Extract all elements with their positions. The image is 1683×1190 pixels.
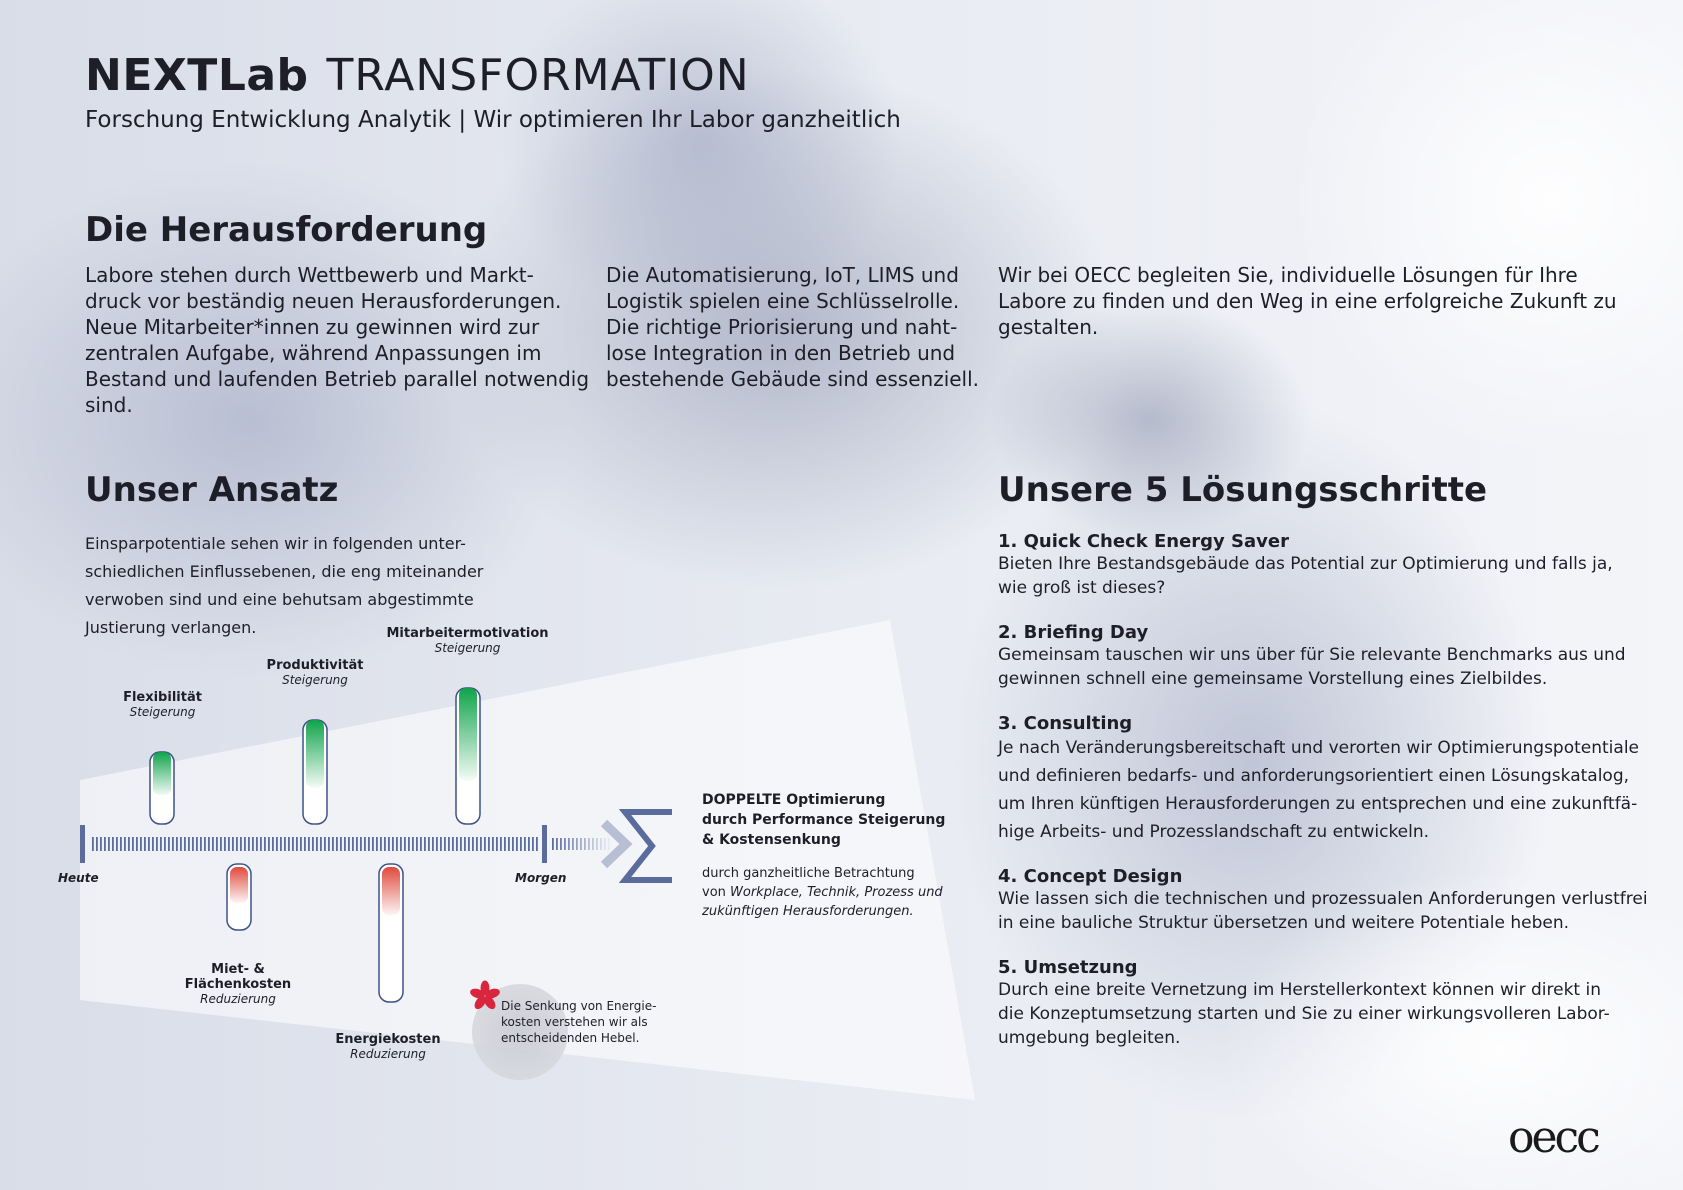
flexibility-label	[100, 690, 225, 719]
text-line: Labore stehen durch Wettbewerb und Markt-	[85, 263, 534, 287]
summary-text-prefix: von	[702, 885, 731, 900]
timeline-tick	[516, 837, 518, 851]
text-line: schiedlichen Einflussebenen, die eng miteinander	[85, 562, 484, 581]
timeline-tick	[560, 838, 562, 850]
approach-heading: Unser Ansatz	[85, 470, 339, 510]
timeline-end-label: Morgen	[515, 871, 567, 885]
timeline-tick	[200, 837, 202, 851]
summary-text: durch ganzheitliche Betrachtung	[702, 866, 915, 881]
timeline-tick	[488, 837, 490, 851]
sigma-icon	[625, 812, 672, 880]
timeline-tick	[604, 838, 606, 850]
timeline-tick	[512, 837, 514, 851]
step-text: Wie lassen sich die technischen und prozessualen Anforderungen verlustfrei	[998, 889, 1648, 909]
step-text: Je nach Veränderungsbereitschaft und verorten wir Optimierungspotentiale	[998, 738, 1640, 758]
timeline-tick	[344, 837, 346, 851]
summary-line: DOPPELTE Optimierung	[702, 792, 886, 808]
timeline-tick	[504, 837, 506, 851]
footnote-line: Die Senkung von Energie-	[501, 999, 657, 1013]
timeline-tick	[152, 837, 154, 851]
timeline-tick	[572, 838, 574, 850]
timeline-tick	[392, 837, 394, 851]
text-line: Bestand und laufenden Betrieb parallel notwendig	[85, 367, 590, 391]
bar-label: Produktivität	[266, 658, 364, 673]
timeline-tick	[528, 837, 530, 851]
timeline-tick	[384, 837, 386, 851]
timeline-tick	[304, 837, 306, 851]
timeline-tick	[592, 838, 594, 850]
text-line: druck vor beständig neuen Herausforderungen.	[85, 289, 562, 313]
text-line: lose Integration in den Betrieb und	[606, 341, 956, 365]
timeline-tick	[372, 837, 374, 851]
step-text: Durch eine breite Vernetzung im Herstellerkontext können wir direkt in	[998, 980, 1601, 1000]
timeline-tick	[120, 837, 122, 851]
timeline-tick	[404, 837, 406, 851]
timeline-tick	[532, 837, 534, 851]
bar-sublabel: Steigerung	[434, 641, 501, 655]
bar-sublabel: Steigerung	[129, 705, 196, 719]
timeline-tick	[352, 837, 354, 851]
energy-label	[318, 1032, 458, 1061]
timeline-tick	[444, 837, 446, 851]
text-line: Die Automatisierung, IoT, LIMS und	[606, 263, 959, 287]
timeline-tick	[536, 837, 538, 851]
timeline-tick	[216, 837, 218, 851]
text-line: gestalten.	[998, 315, 1099, 339]
timeline-tick	[300, 837, 302, 851]
challenge-heading: Die Herausforderung	[85, 210, 488, 250]
solution-step	[998, 531, 1658, 600]
timeline-tick	[156, 837, 158, 851]
timeline-tick	[600, 838, 602, 850]
timeline-tick	[356, 837, 358, 851]
productivity-label	[250, 658, 380, 687]
timeline-tick	[320, 837, 322, 851]
timeline-tick	[288, 837, 290, 851]
timeline-tick	[556, 838, 558, 850]
solution-step	[998, 957, 1658, 1050]
timeline-tick	[124, 837, 126, 851]
timeline-tick	[264, 837, 266, 851]
timeline-tick	[552, 838, 554, 850]
motivation-label	[375, 626, 560, 655]
step-text: umgebung begleiten.	[998, 1028, 1181, 1048]
bar-fill	[306, 720, 324, 788]
step-text: um Ihren künftigen Herausforderungen zu entsprechen und eine zukunftfä-	[998, 794, 1638, 814]
step-text: Gemeinsam tauschen wir uns über für Sie relevante Benchmarks aus und	[998, 645, 1626, 665]
timeline-tick	[148, 837, 150, 851]
timeline-tick	[108, 837, 110, 851]
timeline-tick	[520, 837, 522, 851]
timeline-tick	[248, 837, 250, 851]
timeline-tick	[480, 837, 482, 851]
timeline-tick	[100, 837, 102, 851]
step-title: 3. Consulting	[998, 713, 1133, 734]
timeline-tick	[316, 837, 318, 851]
timeline-tick	[272, 837, 274, 851]
footnote-line: kosten verstehen wir als	[501, 1015, 648, 1029]
timeline-tick	[508, 837, 510, 851]
brand-title: NEXTLab	[85, 50, 309, 101]
timeline-tick	[204, 837, 206, 851]
timeline-tick	[140, 837, 142, 851]
rent-label	[168, 962, 308, 1006]
timeline-tick	[192, 837, 194, 851]
timeline-tick	[484, 837, 486, 851]
diagram-bars	[150, 688, 480, 1002]
timeline-tick	[348, 837, 350, 851]
timeline-tick	[208, 837, 210, 851]
timeline-tick	[588, 838, 590, 850]
bar-label: Miet- &	[211, 962, 265, 977]
bar-label: Flexibilität	[123, 690, 202, 705]
timeline-tick	[136, 837, 138, 851]
timeline-tick	[408, 837, 410, 851]
timeline-tick	[448, 837, 450, 851]
timeline-tick	[184, 837, 186, 851]
page-title: TRANSFORMATION	[326, 50, 750, 101]
text-line: Logistik spielen eine Schlüsselrolle.	[606, 289, 960, 313]
timeline-tick	[284, 837, 286, 851]
step-text: und definieren bedarfs- und anforderungsorientiert einen Lösungskatalog,	[998, 766, 1630, 786]
text-line: Labore zu finden und den Weg in eine erfolgreiche Zukunft zu	[998, 289, 1617, 313]
timeline-tick	[328, 837, 330, 851]
text-line: Neue Mitarbeiter*innen zu gewinnen wird zur	[85, 315, 540, 339]
timeline-tick	[332, 837, 334, 851]
timeline-tick	[196, 837, 198, 851]
timeline-start-label: Heute	[58, 871, 99, 885]
timeline-tick	[400, 837, 402, 851]
timeline-tick	[164, 837, 166, 851]
timeline-tick	[112, 837, 114, 851]
timeline-tick	[176, 837, 178, 851]
timeline-tick	[172, 837, 174, 851]
summary-text	[702, 883, 962, 902]
bar-sublabel: Steigerung	[282, 673, 348, 687]
timeline-tick	[340, 837, 342, 851]
timeline-tick	[276, 837, 278, 851]
timeline-tick	[324, 837, 326, 851]
step-title: 5. Umsetzung	[998, 957, 1138, 978]
bar-fill	[230, 867, 248, 903]
step-text: hige Arbeits- und Prozesslandschaft zu entwickeln.	[998, 822, 1430, 842]
timeline-tick	[524, 837, 526, 851]
timeline-tick	[96, 837, 98, 851]
timeline-tick	[500, 837, 502, 851]
timeline-tick	[564, 838, 566, 850]
text-line: sind.	[85, 393, 133, 417]
step-title: 1. Quick Check Energy Saver	[998, 531, 1289, 552]
timeline-tick	[236, 837, 238, 851]
step-text: die Konzeptumsetzung starten und Sie zu einer wirkungsvolleren Labor-	[998, 1004, 1610, 1024]
timeline-tick	[428, 837, 430, 851]
timeline-tick	[396, 837, 398, 851]
solutions-list	[998, 531, 1658, 1050]
energy-footnote	[501, 998, 691, 1046]
solutions-heading: Unsere 5 Lösungsschritte	[998, 470, 1488, 510]
timeline-tick	[228, 837, 230, 851]
optimization-summary	[702, 790, 962, 921]
summary-line: & Kostensenkung	[702, 832, 841, 848]
bar-fill	[459, 688, 477, 780]
timeline-tick	[260, 837, 262, 851]
timeline-tick	[256, 837, 258, 851]
timeline-tick	[376, 837, 378, 851]
timeline-tick	[92, 837, 94, 851]
timeline-tick	[468, 837, 470, 851]
timeline-tick	[360, 837, 362, 851]
text-line: verwoben sind und eine behutsam abgestimmte	[85, 590, 474, 609]
timeline-tick	[160, 837, 162, 851]
timeline-tick	[144, 837, 146, 851]
timeline-tick	[252, 837, 254, 851]
timeline-tick	[568, 838, 570, 850]
timeline-tick	[268, 837, 270, 851]
timeline-tick	[240, 837, 242, 851]
timeline-tick	[388, 837, 390, 851]
step-text: in eine bauliche Struktur übersetzen und weitere Potentiale heben.	[998, 913, 1570, 933]
oecc-logo: oecc	[1508, 1112, 1598, 1163]
bar-fill	[153, 752, 171, 795]
timeline-tick	[296, 837, 298, 851]
timeline-tick	[188, 837, 190, 851]
timeline-tick	[380, 837, 382, 851]
timeline-fade	[552, 838, 610, 850]
step-title: 2. Briefing Day	[998, 622, 1149, 643]
bar-label: Mitarbeitermotivation	[386, 626, 549, 641]
footnote-line: entscheidenden Hebel.	[501, 1031, 640, 1045]
timeline-tick	[224, 837, 226, 851]
timeline-tick	[608, 838, 610, 850]
solution-step	[998, 622, 1658, 691]
timeline-tick	[116, 837, 118, 851]
timeline-tick	[128, 837, 130, 851]
timeline-tick	[416, 837, 418, 851]
step-title: 4. Concept Design	[998, 866, 1183, 887]
timeline-tick	[456, 837, 458, 851]
text-line: Wir bei OECC begleiten Sie, individuelle Lösungen für Ihre	[998, 263, 1578, 287]
bar-sublabel: Reduzierung	[200, 992, 276, 1006]
timeline-tick	[576, 838, 578, 850]
solution-step	[998, 866, 1658, 935]
timeline-tick	[492, 837, 494, 851]
timeline-tick	[132, 837, 134, 851]
timeline-tick	[424, 837, 426, 851]
bar-label: Flächenkosten	[184, 977, 292, 992]
timeline-end-marker	[542, 825, 547, 863]
timeline-tick	[220, 837, 222, 851]
timeline-tick	[412, 837, 414, 851]
summary-text: zukünftigen Herausforderungen.	[702, 904, 914, 919]
timeline-tick	[280, 837, 282, 851]
timeline-ticks	[92, 837, 538, 851]
timeline-tick	[596, 838, 598, 850]
timeline-tick	[584, 838, 586, 850]
text-line: Justierung verlangen.	[85, 618, 257, 637]
timeline-tick	[368, 837, 370, 851]
timeline-tick	[232, 837, 234, 851]
arrow-icon	[604, 823, 626, 865]
bar-sublabel: Reduzierung	[350, 1047, 426, 1061]
timeline-tick	[472, 837, 474, 851]
text-line: Einsparpotentiale sehen wir in folgenden unter-	[85, 534, 466, 553]
text-line: Die richtige Priorisierung und naht-	[606, 315, 958, 339]
timeline-tick	[104, 837, 106, 851]
timeline-tick	[464, 837, 466, 851]
solution-step	[998, 713, 1658, 846]
timeline-tick	[292, 837, 294, 851]
step-text: Bieten Ihre Bestandsgebäude das Potential zur Optimierung und falls ja,	[998, 554, 1613, 574]
timeline-tick	[364, 837, 366, 851]
timeline-tick	[440, 837, 442, 851]
timeline-tick	[244, 837, 246, 851]
bar-fill	[382, 867, 400, 915]
step-text: gewinnen schnell eine gemeinsame Vorstellung eines Zielbildes.	[998, 669, 1548, 689]
timeline-tick	[580, 838, 582, 850]
timeline-tick	[496, 837, 498, 851]
step-text: wie groß ist dieses?	[998, 578, 1166, 598]
timeline-tick	[460, 837, 462, 851]
timeline-tick	[476, 837, 478, 851]
text-line: bestehende Gebäude sind essenziell.	[606, 367, 980, 391]
bar-label: Energiekosten	[335, 1032, 441, 1047]
timeline-tick	[452, 837, 454, 851]
timeline-tick	[168, 837, 170, 851]
timeline-tick	[308, 837, 310, 851]
summary-text-italic: Workplace, Technik, Prozess und	[730, 885, 943, 900]
timeline-start-marker	[80, 825, 85, 863]
timeline-tick	[336, 837, 338, 851]
timeline-tick	[212, 837, 214, 851]
text-line: zentralen Aufgabe, während Anpassungen im	[85, 341, 542, 365]
timeline-tick	[420, 837, 422, 851]
timeline-tick	[180, 837, 182, 851]
page-subtitle: Forschung Entwicklung Analytik | Wir optimieren Ihr Labor ganzheitlich	[85, 107, 901, 133]
timeline-tick	[312, 837, 314, 851]
timeline-tick	[432, 837, 434, 851]
timeline-tick	[436, 837, 438, 851]
summary-line: durch Performance Steigerung	[702, 812, 946, 828]
